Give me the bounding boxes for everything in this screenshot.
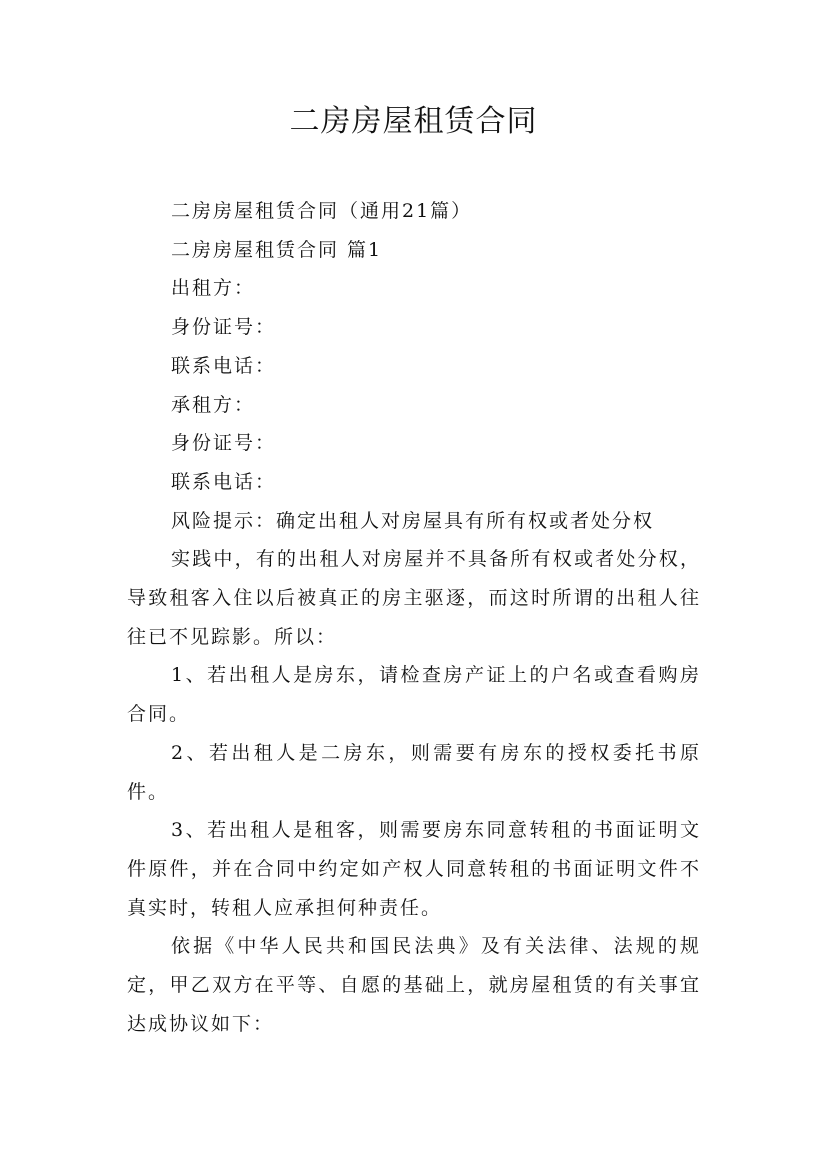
paragraph: 实践中，有的出租人对房屋并不具备所有权或者处分权，导致租客入住以后被真正的房主驱逐，而这时所谓的出租人往往已不见踪影。所以： <box>127 548 701 648</box>
section-heading: 二房房屋租赁合同 篇1 <box>171 238 383 261</box>
lessee-label: 承租方： <box>171 393 256 416</box>
lessor-phone-label: 联系电话： <box>171 354 277 377</box>
lessor-label: 出租方： <box>171 277 256 300</box>
paragraph: 3、若出租人是租客，则需要房东同意转租的书面证明文件原件，并在合同中约定如产权人同意转租的书面证明文件不真实时，转租人应承担何种责任。 <box>127 819 701 919</box>
paragraph: 依据《中华人民共和国民法典》及有关法律、法规的规定，甲乙双方在平等、自愿的基础上，就房屋租赁的有关事宜达成协议如下： <box>127 935 701 1035</box>
paragraph: 2、若出租人是二房东，则需要有房东的授权委托书原件。 <box>127 741 701 803</box>
lessor-id-label: 身份证号： <box>171 316 277 339</box>
paragraph: 1、若出租人是房东，请检查房产证上的户名或查看购房合同。 <box>127 664 701 726</box>
subtitle-line: 二房房屋租赁合同（通用21篇） <box>171 200 473 222</box>
document-title: 二房房屋租赁合同 <box>289 104 538 139</box>
risk-notice-heading: 风险提示：确定出租人对房屋具有所有权或者处分权 <box>171 509 655 532</box>
lessee-id-label: 身份证号： <box>171 432 277 455</box>
lessee-phone-label: 联系电话： <box>171 470 277 493</box>
document-body <box>127 192 701 1043</box>
